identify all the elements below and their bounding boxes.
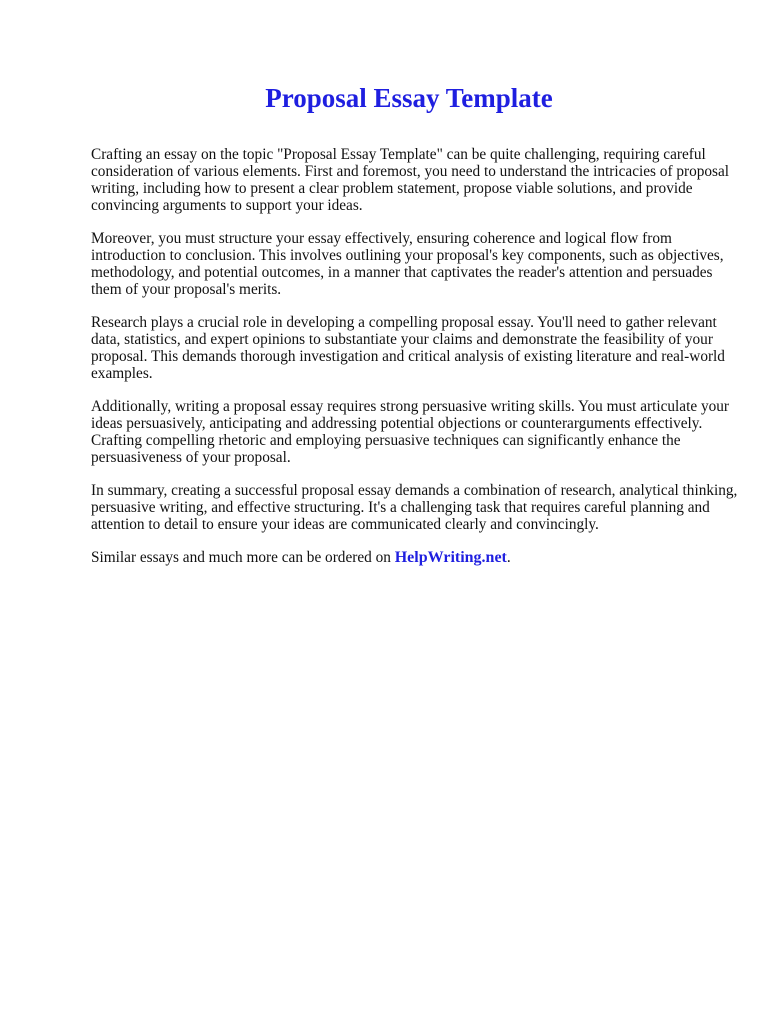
- closing-prefix: Similar essays and much more can be ordered on: [91, 549, 395, 566]
- paragraph-summary: In summary, creating a successful proposal essay demands a combination of research, analytical thinking, persuasive writing, and effective structuring. It's a challenging task that requires careful planning and attention to detail to ensure your ideas are communicated clearly and convincingly.: [91, 482, 738, 533]
- closing-line: [91, 549, 741, 566]
- paragraph-persuasion: Additionally, writing a proposal essay requires strong persuasive writing skills. You must articulate your ideas persuasively, anticipating and addressing potential objections or counterarguments effectively. Crafting compelling rhetoric and employing persuasive techniques can significantly enhance the persuasiveness of your proposal.: [91, 398, 729, 466]
- paragraph-intro: Crafting an essay on the topic "Proposal Essay Template" can be quite challenging, requiring careful consideration of various elements. First and foremost, you need to understand the intricacies of proposal writing, including how to present a clear problem statement, propose viable solutions, and provide convincing arguments to support your ideas.: [91, 146, 730, 214]
- helpwriting-link[interactable]: HelpWriting.net: [394, 549, 507, 566]
- document-body: [91, 146, 741, 566]
- paragraph-structure: Moreover, you must structure your essay effectively, ensuring coherence and logical flow from introduction to conclusion. This involves outlining your proposal's key components, such as objectives, methodology, and potential outcomes, in a manner that captivates the reader's attention and persuades them of your proposal's merits.: [91, 230, 724, 298]
- document-title: Proposal Essay Template: [265, 83, 553, 113]
- closing-suffix: .: [506, 549, 511, 566]
- paragraph-research: Research plays a crucial role in developing a compelling proposal essay. You'll need to gather relevant data, statistics, and expert opinions to substantiate your claims and demonstrate the feasibility of your proposal. This demands thorough investigation and critical analysis of existing literature and real-world examples.: [91, 314, 725, 382]
